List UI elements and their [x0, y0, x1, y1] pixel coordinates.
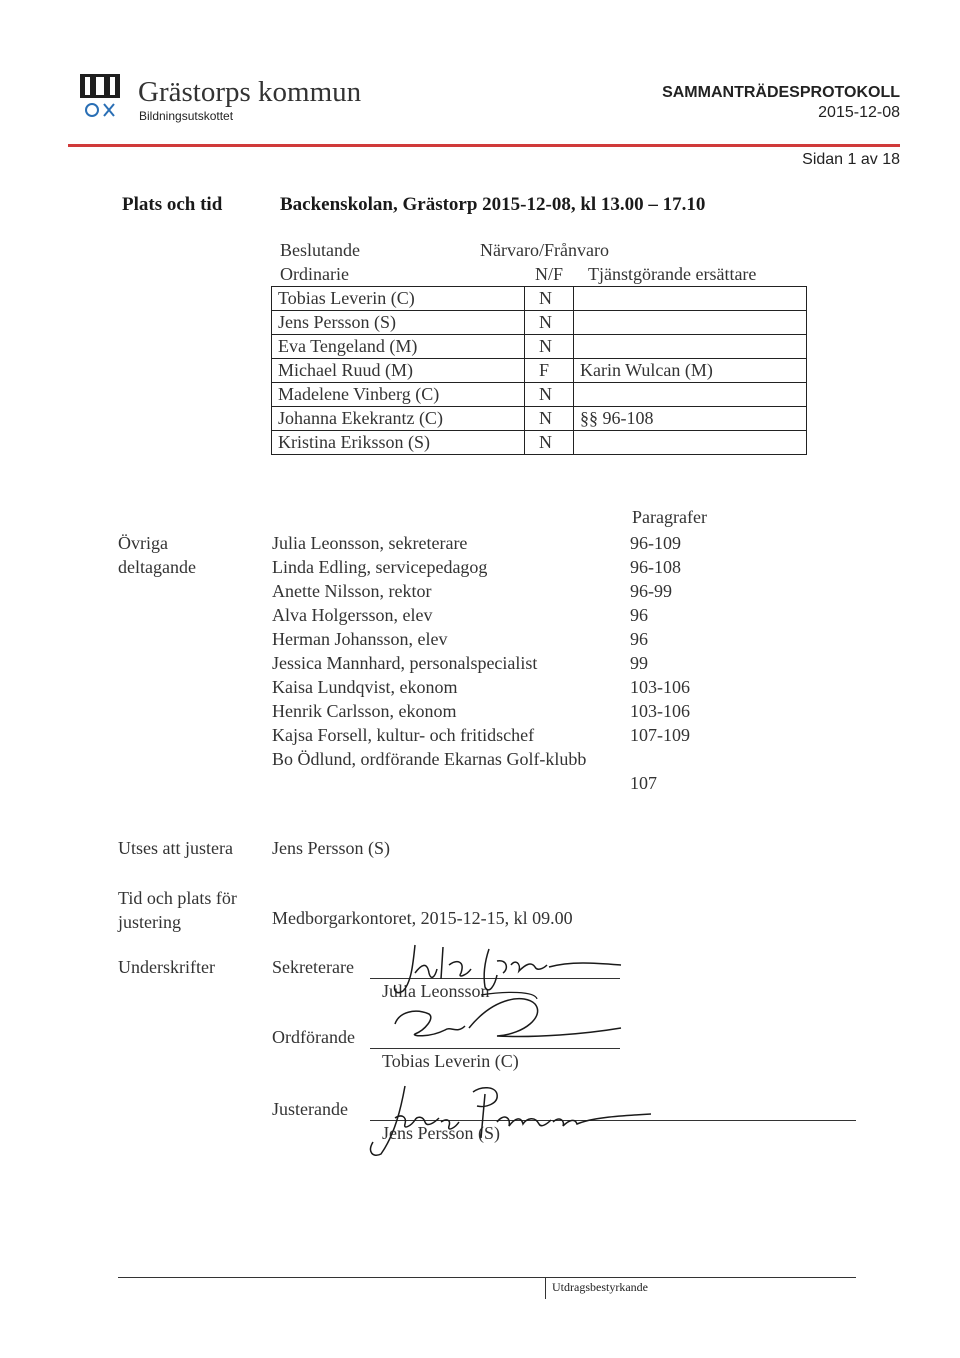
ersattare-heading: Tjänstgörande ersättare: [588, 264, 757, 284]
justerande-name: Jens Persson (S): [382, 1123, 501, 1143]
plats-value: Backenskolan, Grästorp 2015-12-08, kl 13.00 – 17.10: [280, 194, 706, 215]
list-item: [272, 747, 742, 795]
sekreterare-label: Sekreterare: [272, 957, 354, 977]
page-number: Sidan 1 av 18: [802, 151, 900, 168]
participant-name: Alva Holgersson, elev: [272, 605, 433, 625]
participant-name: Henrik Carlsson, ekonom: [272, 701, 457, 721]
sekreterare-name: Julia Leonsson: [382, 981, 490, 1001]
participant-name: Jessica Mannhard, personalspecialist: [272, 653, 538, 673]
member-status: N: [525, 407, 574, 431]
paragrafer-heading: Paragrafer: [632, 507, 707, 527]
member-note: Karin Wulcan (M): [574, 359, 807, 383]
member-status: F: [525, 359, 574, 383]
member-name: Madelene Vinberg (C): [272, 383, 525, 407]
list-item: [272, 675, 742, 699]
org-subtitle: Bildningsutskottet: [139, 109, 234, 123]
member-note: [574, 431, 807, 455]
footer-rule: [118, 1277, 856, 1278]
participant-paragrafer: 96-109: [630, 533, 681, 553]
signature-scribble-justerande: [355, 1078, 655, 1160]
signature-scribble-ordforande: [385, 990, 625, 1050]
participant-name: Kaisa Lundqvist, ekonom: [272, 677, 458, 697]
member-name: Tobias Leverin (C): [272, 287, 525, 311]
member-name: Eva Tengeland (M): [272, 335, 525, 359]
member-note: [574, 335, 807, 359]
participant-paragrafer: 96-99: [630, 581, 672, 601]
participant-name: Anette Nilsson, rektor: [272, 581, 432, 601]
org-name: Grästorps kommun: [138, 76, 362, 108]
participant-name: Herman Johansson, elev: [272, 629, 448, 649]
member-status: N: [525, 311, 574, 335]
plats-label: Plats och tid: [122, 194, 223, 215]
member-status: N: [525, 287, 574, 311]
participant-list: [272, 531, 742, 795]
table-row: [272, 431, 807, 455]
beslutande-heading: Beslutande: [280, 240, 360, 260]
member-note: §§ 96-108: [574, 407, 807, 431]
member-status: N: [525, 335, 574, 359]
list-item: [272, 699, 742, 723]
list-item: [272, 579, 742, 603]
narvaro-heading: Närvaro/Frånvaro: [480, 240, 609, 260]
participant-name: Linda Edling, servicepedagog: [272, 557, 488, 577]
list-item: [272, 627, 742, 651]
tid-value: Medborgarkontoret, 2015-12-15, kl 09.00: [272, 908, 573, 928]
justerande-label: Justerande: [272, 1099, 348, 1119]
footer-divider: [545, 1277, 546, 1299]
ordinarie-heading: Ordinarie: [280, 264, 349, 284]
tid-label: Tid och plats för justering: [118, 888, 237, 932]
member-status: N: [525, 431, 574, 455]
utses-value: Jens Persson (S): [272, 838, 391, 858]
participant-name: Julia Leonsson, sekreterare: [272, 533, 468, 553]
document-date: 2015-12-08: [818, 104, 900, 121]
list-item: [272, 555, 742, 579]
participant-paragrafer: 96: [630, 629, 648, 649]
participant-paragrafer: 96: [630, 605, 648, 625]
list-item: [272, 531, 742, 555]
table-row: [272, 287, 807, 311]
ordforande-label: Ordförande: [272, 1027, 355, 1047]
member-name: Johanna Ekekrantz (C): [272, 407, 525, 431]
participant-name: Bo Ödlund, ordförande Ekarnas Golf-klubb: [272, 749, 587, 769]
member-name: Michael Ruud (M): [272, 359, 525, 383]
table-row: [272, 407, 807, 431]
member-name: Kristina Eriksson (S): [272, 431, 525, 455]
participant-paragrafer: 103-106: [630, 701, 690, 721]
participant-paragrafer: 99: [630, 653, 648, 673]
member-note: [574, 311, 807, 335]
table-row: [272, 311, 807, 335]
participant-name: Kajsa Forsell, kultur- och fritidschef: [272, 725, 535, 745]
participant-paragrafer: 103-106: [630, 677, 690, 697]
ordforande-name: Tobias Leverin (C): [382, 1051, 519, 1071]
underskrifter-label: Underskrifter: [118, 957, 215, 977]
list-item: [272, 723, 742, 747]
list-item: [272, 651, 742, 675]
participant-paragrafer: 107: [630, 773, 657, 793]
table-row: [272, 383, 807, 407]
member-status: N: [525, 383, 574, 407]
participant-paragrafer: 96-108: [630, 557, 681, 577]
nf-heading: N/F: [535, 264, 564, 284]
table-row: [272, 359, 807, 383]
member-note: [574, 287, 807, 311]
member-name: Jens Persson (S): [272, 311, 525, 335]
document-type: SAMMANTRÄDESPROTOKOLL: [662, 84, 900, 101]
table-row: [272, 335, 807, 359]
attendance-table: [271, 286, 807, 455]
footer-utdragsbestyrkande: Utdragsbestyrkande: [552, 1280, 648, 1294]
municipality-logo: [80, 74, 120, 120]
list-item: [272, 603, 742, 627]
header-rule: [68, 144, 900, 147]
member-note: [574, 383, 807, 407]
utses-label: Utses att justera: [118, 838, 233, 858]
ovriga-label: Övriga deltagande: [118, 533, 196, 577]
participant-paragrafer: 107-109: [630, 725, 690, 745]
